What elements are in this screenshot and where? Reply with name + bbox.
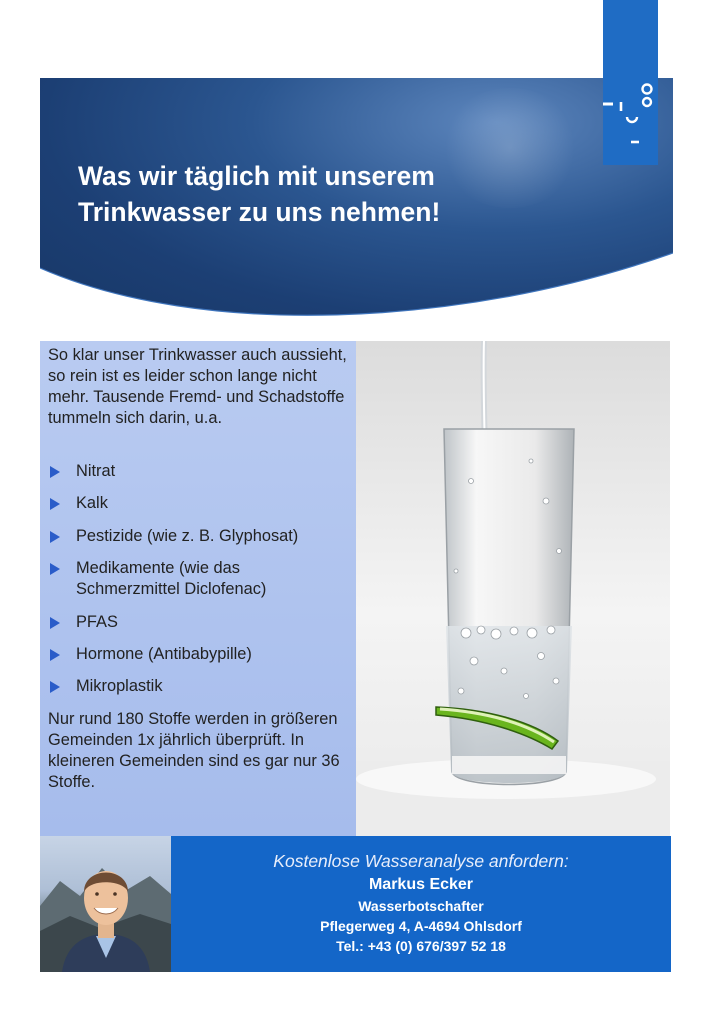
glass-illustration	[356, 341, 670, 836]
contact-phone: Tel.: +43 (0) 676/397 52 18	[336, 938, 506, 954]
triangle-bullet-icon	[50, 466, 60, 478]
corner-tab	[603, 0, 658, 165]
closing-text: Nur rund 180 Stoffe werden in größeren Gemeinden 1x jährlich überprüft. In kleineren Gemeinden sind es gar nur 36 Stoffe.	[48, 710, 340, 791]
triangle-bullet-icon	[50, 681, 60, 693]
contact-address: Pflegerweg 4, A-4694 Ohlsdorf	[320, 918, 522, 934]
intro-text: So klar unser Trinkwasser auch aussieht, so rein ist es leider schon lange nicht mehr. Tausende Fremd- und Schadstoffe tummeln sich darin, u.a.	[48, 346, 347, 427]
water-glass-image	[356, 341, 670, 836]
page-title: Was wir täglich mit unserem Trinkwasser zu uns nehmen!	[78, 161, 441, 227]
triangle-bullet-icon	[50, 617, 60, 629]
contact-role: Wasserbotschafter	[358, 898, 484, 914]
triangle-bullet-icon	[50, 563, 60, 575]
triangle-bullet-icon	[50, 498, 60, 510]
wink-face-icon	[603, 80, 658, 155]
contact-portrait	[40, 836, 171, 972]
triangle-bullet-icon	[50, 531, 60, 543]
banner-wave	[40, 248, 673, 323]
portrait-illustration	[40, 836, 171, 972]
contact-box	[171, 836, 671, 972]
analysis-call-to-action: Kostenlose Wasseranalyse anfordern:	[273, 851, 569, 871]
contact-name: Markus Ecker	[368, 876, 474, 893]
triangle-bullet-icon	[50, 649, 60, 661]
